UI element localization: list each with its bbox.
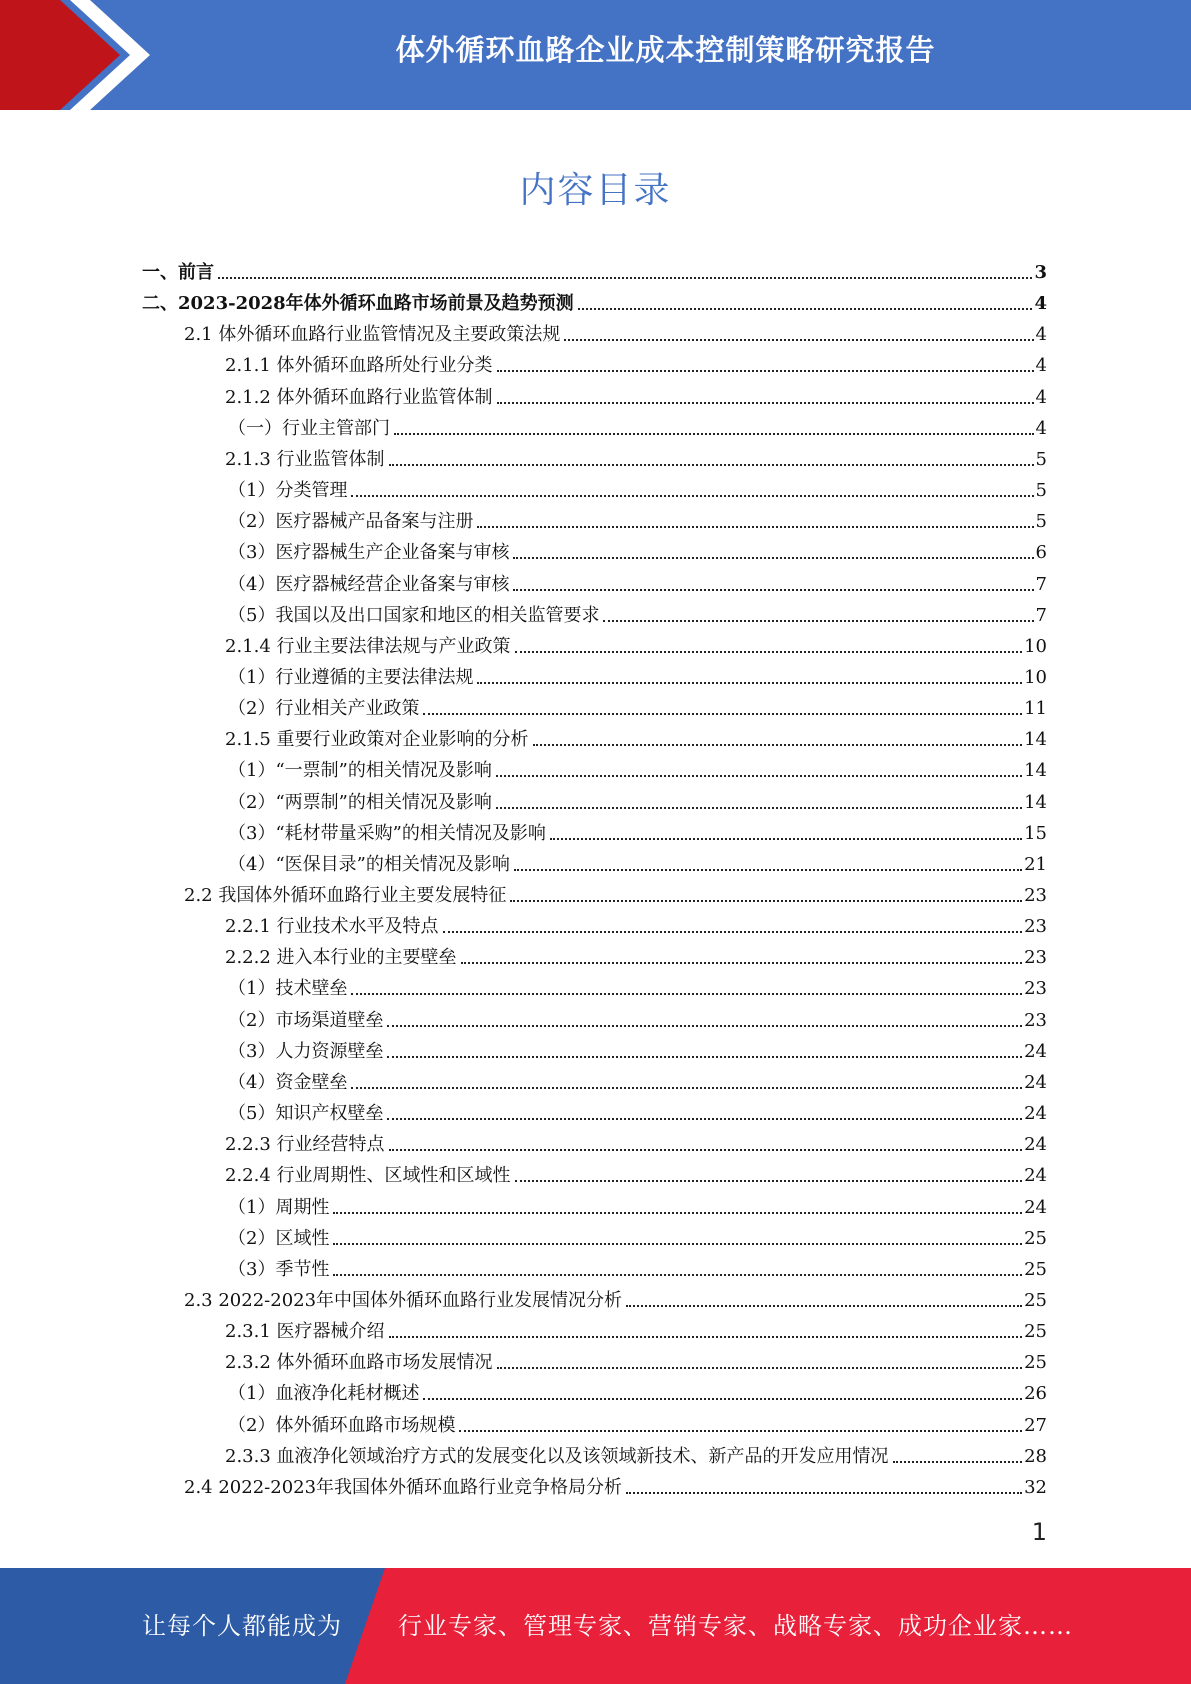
toc-entry-label: （2）行业相关产业政策 [228,698,420,720]
toc-dot-leader [387,1118,1022,1120]
toc-entry-label: 2.1.5 重要行业政策对企业影响的分析 [225,729,529,751]
toc-entry[interactable] [228,1063,1047,1094]
toc-dot-leader [626,1492,1022,1494]
toc-entry-label: （一）行业主管部门 [228,417,390,439]
toc-entry-page: 28 [1024,1445,1047,1467]
toc-entry[interactable] [228,1188,1047,1219]
toc-entry-page: 27 [1024,1414,1047,1436]
toc-entry[interactable] [225,1156,1047,1187]
toc-entry-page: 5 [1035,511,1047,533]
toc-entry[interactable] [225,720,1047,751]
toc-entry[interactable] [225,907,1047,938]
toc-dot-leader [423,1398,1022,1400]
toc-entry-label: （2）“两票制”的相关情况及影响 [228,791,492,813]
toc-entry-page: 4 [1035,324,1047,346]
toc-entry-page: 5 [1035,480,1047,502]
toc-entry[interactable] [228,565,1047,596]
toc-entry-label: （1）血液净化耗材概述 [228,1383,420,1405]
toc-entry-label: （2）市场渠道壁垒 [228,1009,384,1031]
toc-entry-label: （2）区域性 [228,1227,330,1249]
toc-dot-leader [510,900,1022,902]
toc-entry-label: 2.1.2 体外循环血路行业监管体制 [225,386,493,408]
toc-dot-leader [893,1461,1023,1463]
toc-entry[interactable] [184,315,1047,346]
toc-entry[interactable] [225,938,1047,969]
page-number: 1 [1031,1518,1047,1546]
toc-entry-page: 23 [1024,947,1047,969]
toc-entry[interactable] [184,876,1047,907]
toc-entry[interactable] [228,471,1047,502]
toc-entry[interactable] [228,969,1047,1000]
toc-dot-leader [333,1243,1022,1245]
toc-entry-label: 2.2.4 行业周期性、区域性和区域性 [225,1165,511,1187]
toc-entry[interactable] [225,627,1047,658]
toc-entry-label: 2.2.1 行业技术水平及特点 [225,916,439,938]
toc-dot-leader [515,651,1023,653]
toc-entry[interactable] [225,378,1047,409]
toc-entry-page: 14 [1024,729,1047,751]
toc-dot-leader [603,620,1033,622]
toc-entry-label: 2.3.2 体外循环血路市场发展情况 [225,1352,493,1374]
toc-dot-leader [497,1367,1023,1369]
toc-entry-page: 4 [1035,355,1047,377]
toc-dot-leader [218,277,1032,279]
toc-entry-label: 2.3.1 医疗器械介绍 [225,1321,385,1343]
toc-entry[interactable] [228,814,1047,845]
toc-dot-leader [550,838,1022,840]
toc-entry-label: 2.3 2022-2023年中国体外循环血路行业发展情况分析 [184,1289,623,1311]
toc-entry-page: 25 [1024,1289,1047,1311]
toc-entry[interactable] [225,1125,1047,1156]
toc-dot-leader [514,869,1022,871]
footer-slogan-right: 行业专家、管理专家、营销专家、战略专家、成功企业家…… [398,1612,1073,1640]
toc-entry-page: 15 [1024,822,1047,844]
toc-entry[interactable] [225,1437,1047,1468]
toc-entry-page: 14 [1024,760,1047,782]
toc-entry-page: 11 [1024,698,1047,720]
toc-dot-leader [389,1149,1023,1151]
toc-entry-label: 2.1.1 体外循环血路所处行业分类 [225,355,493,377]
toc-entry[interactable] [228,1094,1047,1125]
toc-entry-page: 23 [1024,1009,1047,1031]
toc-entry-label: 2.1.4 行业主要法律法规与产业政策 [225,635,511,657]
toc-entry-page: 10 [1024,666,1047,688]
page-footer [0,1568,1191,1684]
toc-entry-label: （1）周期性 [228,1196,330,1218]
toc-entry-label: 2.3.3 血液净化领域治疗方式的发展变化以及该领域新技术、新产品的开发应用情况 [225,1445,889,1467]
toc-entry-page: 23 [1024,916,1047,938]
toc-dot-leader [394,433,1034,435]
toc-heading: 内容目录 [519,170,672,211]
toc-entry-page: 24 [1024,1165,1047,1187]
toc-entry-label: 2.1.3 行业监管体制 [225,448,385,470]
toc-dot-leader [389,1336,1023,1338]
toc-entry[interactable] [228,1250,1047,1281]
toc-entry-page: 7 [1035,573,1047,595]
toc-entry-label: 2.2 我国体外循环血路行业主要发展特征 [184,885,507,906]
toc-dot-leader [626,1305,1022,1307]
toc-entry-label: （3）季节性 [228,1258,330,1280]
toc-entry-page: 24 [1024,1040,1047,1062]
toc-entry-label: （1）“一票制”的相关情况及影响 [228,760,492,782]
toc-entry-page: 4 [1034,293,1047,315]
toc-dot-leader [333,1274,1022,1276]
toc-dot-leader [443,931,1023,933]
toc-dot-leader [387,1025,1022,1027]
toc-entry-label: （3）人力资源壁垒 [228,1040,384,1062]
toc-entry-page: 23 [1024,978,1047,1000]
toc-entry[interactable] [228,1374,1047,1405]
toc-entry-label: （5）知识产权壁垒 [228,1103,384,1125]
toc-entry-label: （3）“耗材带量采购”的相关情况及影响 [228,822,546,844]
toc-dot-leader [351,495,1033,497]
toc-dot-leader [513,557,1033,559]
toc-entry-label: （2）医疗器械产品备案与注册 [228,511,474,533]
page-header [0,0,1191,110]
toc-entry[interactable] [228,845,1047,876]
toc-dot-leader [513,589,1033,591]
toc-entry[interactable] [225,1343,1047,1374]
toc-entry-label: （4）资金壁垒 [228,1071,348,1093]
toc-entry[interactable] [228,1219,1047,1250]
toc-entry-label: 2.2.2 进入本行业的主要壁垒 [225,947,457,969]
toc-dot-leader [497,370,1034,372]
toc-entry-page: 25 [1024,1321,1047,1343]
toc-entry[interactable] [228,502,1047,533]
toc-entry-page: 14 [1024,791,1047,813]
toc-entry[interactable] [225,440,1047,471]
toc-entry-page: 26 [1024,1383,1047,1405]
toc-entry-page: 4 [1035,386,1047,408]
toc-dot-leader [389,464,1034,466]
toc-entry-page: 10 [1024,635,1047,657]
toc-entry-page: 32 [1024,1476,1047,1498]
toc-entry-label: 2.2.3 行业经营特点 [225,1134,385,1156]
toc-entry-page: 25 [1024,1258,1047,1280]
toc-entry[interactable] [184,1281,1047,1312]
toc-entry-page: 24 [1024,1071,1047,1093]
toc-entry-page: 24 [1024,1196,1047,1218]
toc-entry-page: 4 [1035,417,1047,439]
toc-entry[interactable] [225,1312,1047,1343]
toc-dot-leader [477,526,1033,528]
toc-dot-leader [497,402,1034,404]
toc-entry[interactable] [228,689,1047,720]
toc-dot-leader [459,1430,1022,1432]
toc-dot-leader [578,308,1033,310]
toc-entry-label: （4）医疗器械经营企业备案与审核 [228,573,510,595]
toc-dot-leader [533,744,1023,746]
toc-entry-label: 二、2023-2028年体外循环血路市场前景及趋势预测 [142,293,574,315]
toc-entry-label: （3）医疗器械生产企业备案与审核 [228,542,510,564]
toc-dot-leader [564,339,1033,341]
toc-entry-page: 7 [1035,604,1047,626]
toc-entry-page: 3 [1034,262,1047,283]
toc-entry-page: 24 [1024,1134,1047,1156]
toc-entry[interactable] [225,346,1047,377]
toc-dot-leader [496,775,1022,777]
toc-entry[interactable] [228,751,1047,782]
toc-dot-leader [461,962,1023,964]
toc-entry[interactable] [228,1406,1047,1437]
toc-dot-leader [351,993,1022,995]
toc-entry-page: 24 [1024,1103,1047,1125]
toc-entry[interactable] [228,1032,1047,1063]
toc-entry[interactable] [184,1468,1047,1499]
toc-entry-page: 21 [1024,853,1047,875]
toc-entry-label: （2）体外循环血路市场规模 [228,1414,456,1436]
toc-entry[interactable] [228,533,1047,564]
toc-entry-label: （4）“医保目录”的相关情况及影响 [228,853,510,875]
toc-entry[interactable] [228,783,1047,814]
toc-entry-page: 23 [1024,885,1047,906]
toc-dot-leader [515,1180,1023,1182]
toc-dot-leader [387,1056,1022,1058]
toc-entry[interactable] [142,253,1047,284]
toc-entry[interactable] [228,1001,1047,1032]
toc-entry[interactable] [228,409,1047,440]
toc-entry-label: （5）我国以及出口国家和地区的相关监管要求 [228,604,600,626]
toc-entry-page: 25 [1024,1352,1047,1374]
toc-entry-page: 5 [1035,448,1047,470]
toc-dot-leader [423,713,1022,715]
report-title: 体外循环血路企业成本控制策略研究报告 [395,33,936,67]
toc-dot-leader [496,807,1022,809]
toc-entry-label: （1）技术壁垒 [228,978,348,1000]
toc-entry-label: （1）分类管理 [228,480,348,502]
toc-entry-page: 6 [1035,542,1047,564]
toc-entry-label: 2.1 体外循环血路行业监管情况及主要政策法规 [184,324,561,346]
toc-entry-page: 25 [1024,1227,1047,1249]
toc-dot-leader [351,1087,1022,1089]
toc-dot-leader [333,1212,1022,1214]
toc-entry-label: 一、前言 [142,262,214,283]
toc-entry-label: （1）行业遵循的主要法律法规 [228,666,474,688]
toc-entry[interactable] [228,596,1047,627]
toc-entry[interactable] [228,658,1047,689]
toc-entry[interactable] [142,284,1047,315]
toc-entry-label: 2.4 2022-2023年我国体外循环血路行业竞争格局分析 [184,1476,623,1498]
footer-slogan-left: 让每个人都能成为 [142,1612,342,1640]
toc-dot-leader [477,682,1022,684]
